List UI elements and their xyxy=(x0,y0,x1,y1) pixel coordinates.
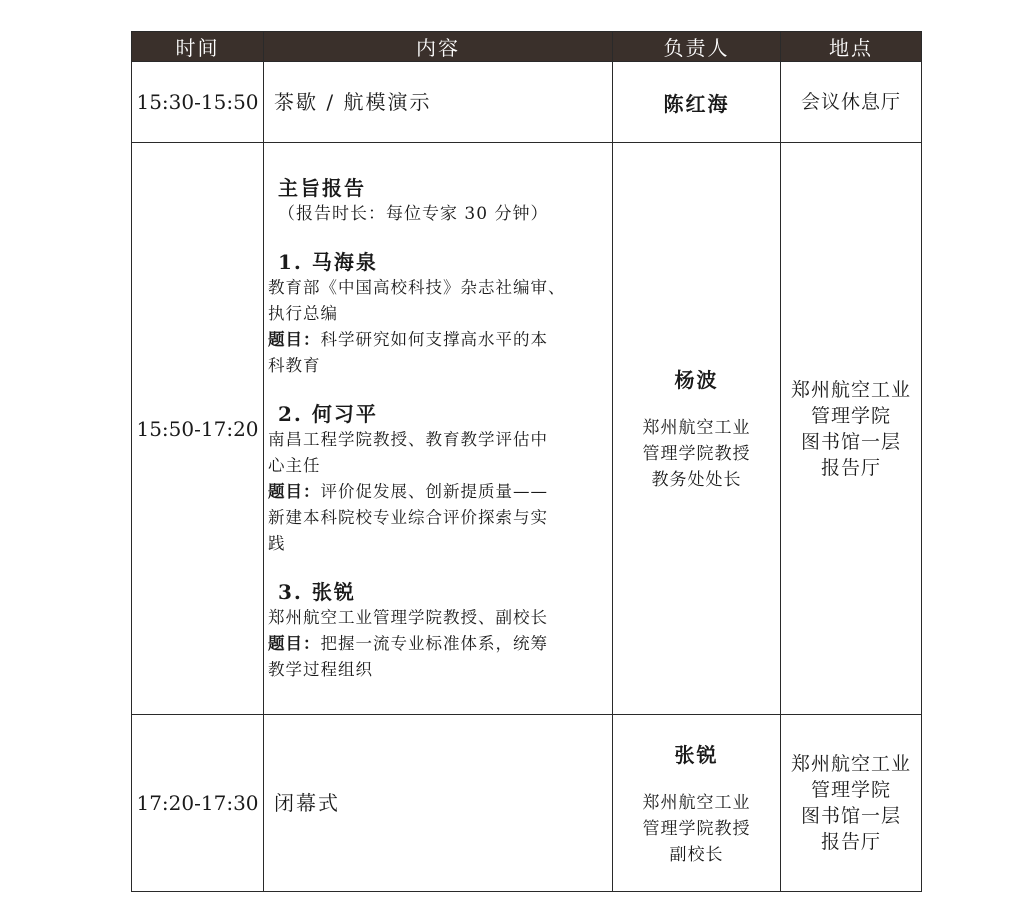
speaker-desc-line: 南昌工程学院教授、教育教学评估中 xyxy=(268,429,548,449)
place-cell xyxy=(781,715,922,892)
speaker-desc xyxy=(268,275,606,327)
content-cell xyxy=(264,143,613,715)
topic-line: 评价促发展、创新提质量—— xyxy=(320,481,548,501)
topic-line: 教学过程组织 xyxy=(268,659,373,679)
topic-line: 科教育 xyxy=(268,355,321,375)
speaker-desc-line: 心主任 xyxy=(268,455,321,475)
table-row xyxy=(132,62,922,143)
place-line: 报告厅 xyxy=(820,831,881,853)
place-text xyxy=(781,377,921,481)
topic-label: 题目： xyxy=(268,329,321,349)
owner-cell xyxy=(613,715,781,892)
owner-cell xyxy=(613,62,781,143)
owner-role-line: 管理学院教授 xyxy=(642,818,751,839)
owner-role-line: 教务处处长 xyxy=(651,470,742,490)
schedule-table xyxy=(131,31,922,892)
owner-name: 陈红海 xyxy=(663,91,730,116)
speaker-topic xyxy=(268,479,606,557)
topic-label: 题目： xyxy=(268,633,321,653)
table-row xyxy=(132,143,922,715)
place-line: 管理学院 xyxy=(810,779,891,801)
speaker-desc-line: 执行总编 xyxy=(268,303,338,323)
place-line: 管理学院 xyxy=(810,404,891,427)
header-place: 地点 xyxy=(781,32,922,62)
time-cell: 15:50-17:20 xyxy=(132,143,264,715)
speaker-topic xyxy=(268,327,606,379)
owner-role-line: 郑州航空工业 xyxy=(642,418,751,438)
section-title: 主旨报告 xyxy=(278,175,366,200)
owner-role-line: 管理学院教授 xyxy=(642,444,751,464)
speaker-title: 3. 张锐 xyxy=(278,579,356,604)
speaker-title: 1. 马海泉 xyxy=(278,249,378,274)
speaker-title: 2. 何习平 xyxy=(278,401,378,426)
topic-line: 科学研究如何支撑高水平的本 xyxy=(320,329,548,349)
speaker-desc-line: 郑州航空工业管理学院教授、副校长 xyxy=(268,607,548,627)
topic-line: 新建本科院校专业综合评价探索与实 xyxy=(268,507,548,527)
place-cell xyxy=(781,62,922,143)
place-text: 会议休息厅 xyxy=(800,91,901,113)
content-cell xyxy=(264,715,613,892)
topic-line: 把握一流专业标准体系，统筹 xyxy=(320,633,548,653)
owner-name: 杨波 xyxy=(674,368,719,392)
header-row xyxy=(132,32,922,62)
place-line: 图书馆一层 xyxy=(800,430,901,453)
place-cell xyxy=(781,143,922,715)
owner-role xyxy=(613,415,780,493)
owner-role xyxy=(613,790,780,868)
place-line: 图书馆一层 xyxy=(800,805,901,827)
owner-role-line: 副校长 xyxy=(669,844,724,865)
speaker-desc xyxy=(268,605,606,631)
topic-label: 题目： xyxy=(268,481,321,501)
owner-name: 张锐 xyxy=(674,742,719,767)
time-cell: 17:20-17:30 xyxy=(132,715,264,892)
speaker-desc xyxy=(268,427,606,479)
place-text xyxy=(781,751,921,855)
section-note: （报告时长：每位专家 30 分钟） xyxy=(278,203,549,224)
content-cell xyxy=(264,62,613,143)
content-text: 闭幕式 xyxy=(274,791,340,815)
header-content: 内容 xyxy=(264,32,613,62)
place-line: 郑州航空工业 xyxy=(790,378,911,401)
speaker-topic xyxy=(268,631,606,683)
table-row xyxy=(132,715,922,892)
owner-cell xyxy=(613,143,781,715)
time-cell: 15:30-15:50 xyxy=(132,62,264,143)
topic-line: 践 xyxy=(268,533,286,553)
place-line: 郑州航空工业 xyxy=(790,753,911,775)
owner-role-line: 郑州航空工业 xyxy=(642,792,751,813)
place-line: 报告厅 xyxy=(820,456,881,479)
speaker-desc-line: 教育部《中国高校科技》杂志社编审、 xyxy=(268,277,566,297)
header-time: 时间 xyxy=(132,32,264,62)
content-text: 茶歇 / 航模演示 xyxy=(274,90,432,114)
header-owner: 负责人 xyxy=(613,32,781,62)
